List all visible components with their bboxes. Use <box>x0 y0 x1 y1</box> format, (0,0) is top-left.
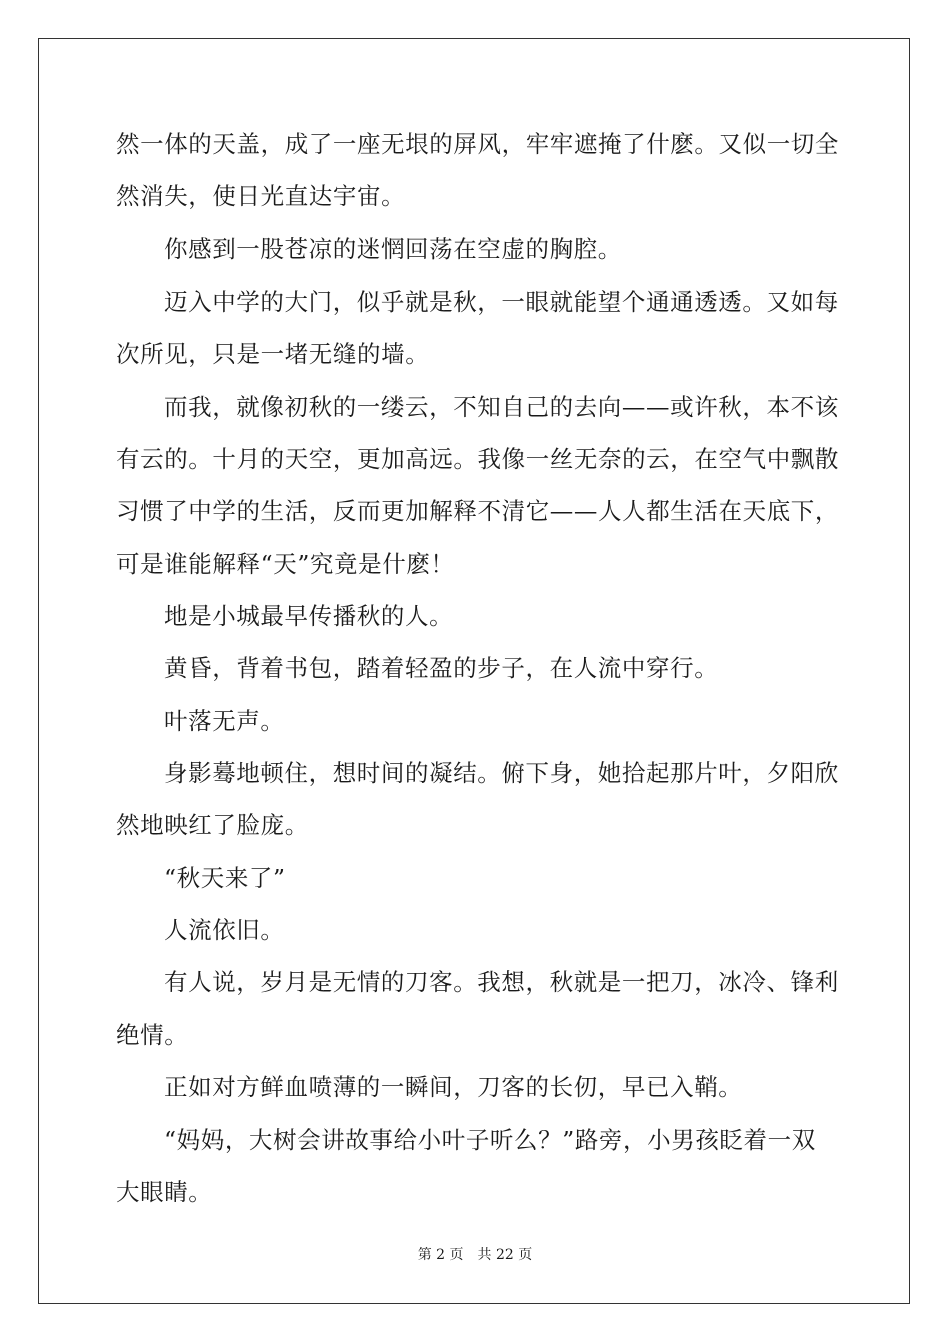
page-footer <box>0 1245 950 1265</box>
text-line: 你感到一股苍凉的迷惘回荡在空虚的胸腔。 <box>164 235 622 263</box>
text-line: 习惯了中学的生活，反而更加解释不清它——人人都生活在天底下， <box>116 497 839 525</box>
text-line: 大眼睛。 <box>116 1178 213 1206</box>
text-line: “秋天来了” <box>164 864 286 892</box>
text-line: 绝情。 <box>116 1021 189 1049</box>
text-line: 身影蓦地顿住，想时间的凝结。俯下身，她拾起那片叶，夕阳欣 <box>164 759 839 787</box>
text-line: 然消失，使日光直达宇宙。 <box>116 182 406 210</box>
text-line: 地是小城最早传播秋的人。 <box>164 602 454 630</box>
text-line: 而我，就像初秋的一缕云，不知自己的去向——或许秋，本不该 <box>164 393 839 421</box>
page-number-label: 第 2 页 共 22 页 <box>417 1247 533 1263</box>
text-line: “妈妈，大树会讲故事给小叶子听么？”路旁，小男孩眨着一双 <box>164 1126 816 1154</box>
text-line: 黄昏，背着书包，踏着轻盈的步子，在人流中穿行。 <box>164 654 719 682</box>
text-line: 人流依旧。 <box>164 916 285 944</box>
text-line: 次所见，只是一堵无缝的墙。 <box>116 340 430 368</box>
text-line: 然一体的天盖，成了一座无垠的屏风，牢牢遮掩了什麽。又似一切全 <box>116 130 839 158</box>
text-line: 正如对方鲜血喷薄的一瞬间，刀客的长仞，早已入鞘。 <box>164 1073 743 1101</box>
text-line: 可是谁能解释“天”究竟是什麽！ <box>116 550 455 578</box>
text-line: 有人说，岁月是无情的刀客。我想，秋就是一把刀，冰冷、锋利 <box>164 968 839 996</box>
text-line: 有云的。十月的天空，更加高远。我像一丝无奈的云，在空气中飘散 <box>116 445 839 473</box>
text-line: 迈入中学的大门，似乎就是秋，一眼就能望个通通透透。又如每 <box>164 288 839 316</box>
text-line: 然地映红了脸庞。 <box>116 811 309 839</box>
text-line: 叶落无声。 <box>164 707 285 735</box>
